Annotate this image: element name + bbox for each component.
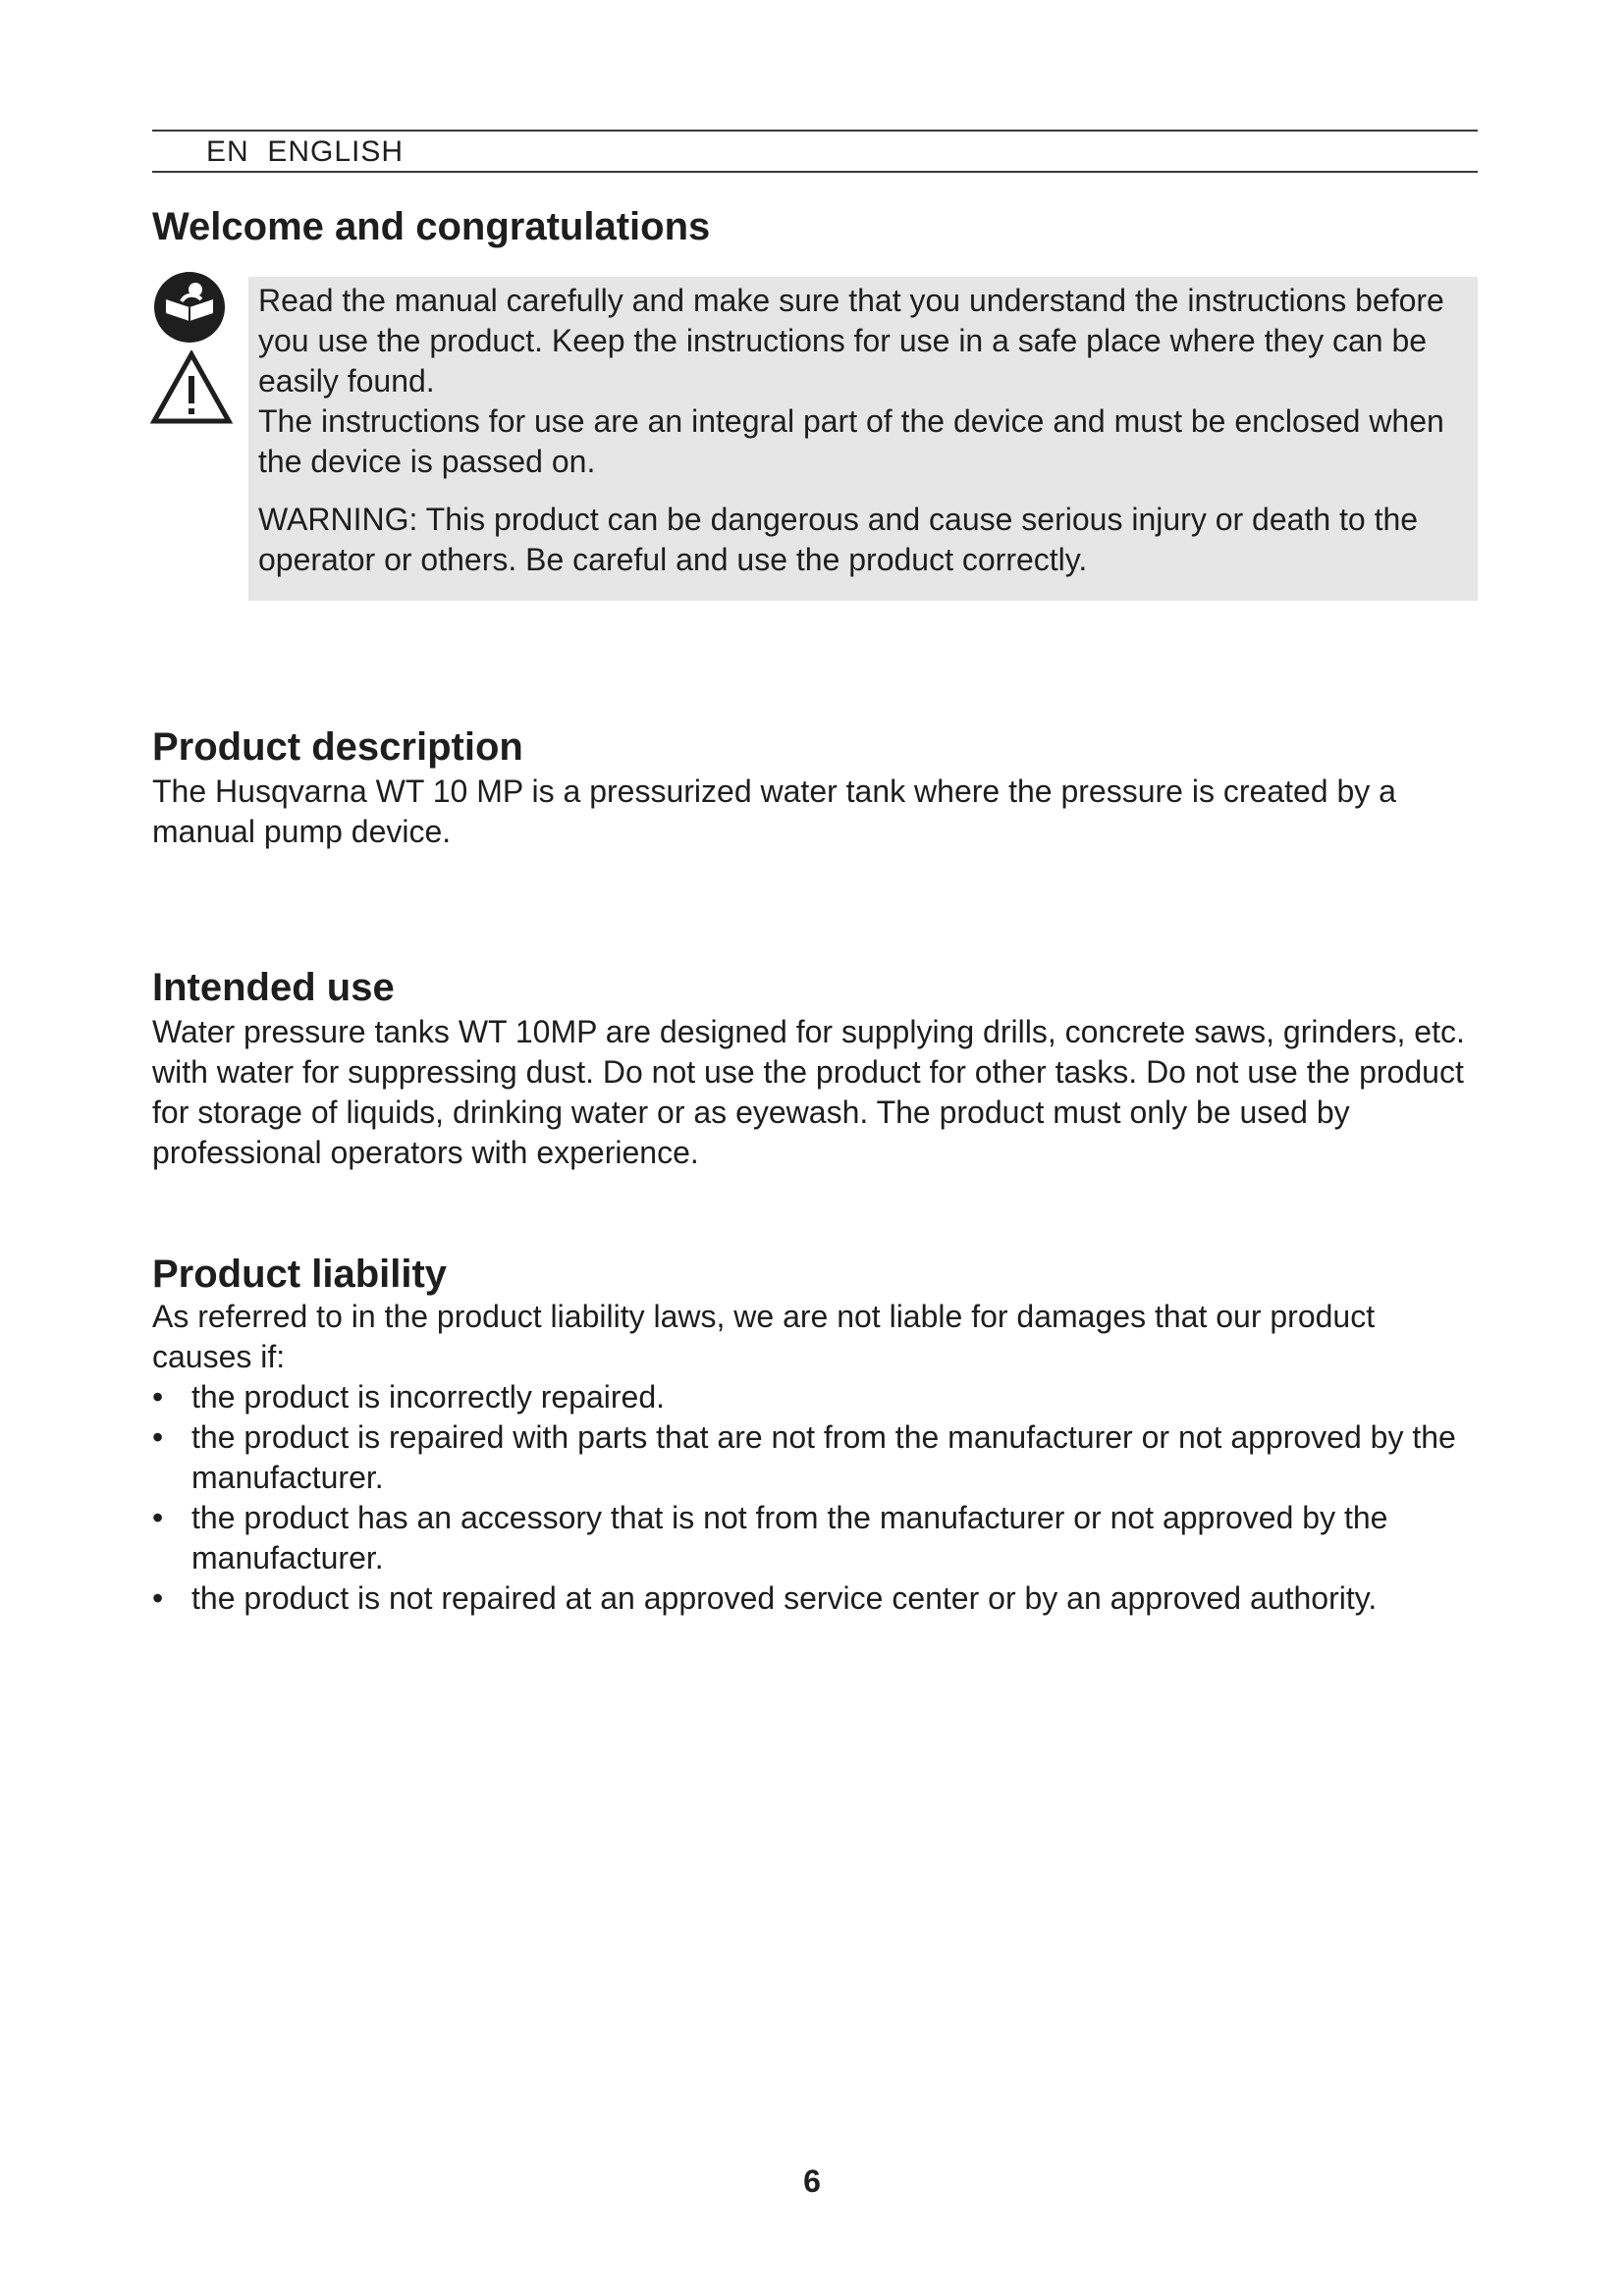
welcome-heading: Welcome and congratulations: [152, 205, 711, 248]
header-top-rule: [152, 130, 1478, 132]
language-label: [206, 135, 404, 169]
list-item-text: the product is repaired with parts that are not from the manufacturer or not approved by the manufacturer.: [191, 1419, 1456, 1495]
list-item-text: the product has an accessory that is not from the manufacturer or not approved by the manufacturer.: [191, 1500, 1388, 1575]
list-item: [152, 1377, 1478, 1417]
bullet: •: [152, 1379, 164, 1415]
notice-integral-part-text: The instructions for use are an integral part of the device and must be enclosed when the device is passed on.: [258, 403, 1444, 479]
product-description-heading: Product description: [152, 725, 523, 769]
bullet: •: [152, 1500, 164, 1535]
warning-text: WARNING: This product can be dangerous and cause serious injury or death to the operator or others. Be careful and use the product correctly.: [258, 502, 1419, 577]
page-number: 6: [803, 2163, 821, 2199]
warning-triangle-icon: [150, 350, 233, 425]
product-liability-heading: Product liability: [152, 1253, 448, 1296]
notice-read-manual-text: Read the manual carefully and make sure that you understand the instructions before you use the product. Keep the instructions for use in a safe place where they can be easily found.: [258, 283, 1444, 399]
list-item: [152, 1578, 1478, 1619]
bullet: •: [152, 1580, 164, 1616]
read-manual-icon: [152, 270, 227, 345]
language-code: EN: [206, 135, 249, 168]
liability-conditions-list: [152, 1377, 1478, 1619]
intended-use-text: Water pressure tanks WT 10MP are designed for supplying drills, concrete saws, grinders, etc. with water for suppressing dust. Do not use the product for other tasks. Do not use the product for storage of liquids, drinking water or as eyewash. The product must only be used by professional operators with experience.: [152, 1014, 1465, 1170]
product-description-text: The Husqvarna WT 10 MP is a pressurized water tank where the pressure is created by a manual pump device.: [152, 774, 1396, 849]
intended-use-heading: Intended use: [152, 966, 395, 1009]
product-liability-intro: As referred to in the product liability laws, we are not liable for damages that our product causes if:: [152, 1299, 1376, 1374]
list-item-text: the product is not repaired at an approved service center or by an approved authority.: [191, 1580, 1378, 1616]
language-name: ENGLISH: [267, 135, 405, 168]
safety-notice-box: [248, 277, 1478, 601]
list-item: [152, 1417, 1478, 1498]
list-item: [152, 1498, 1478, 1578]
header-bottom-rule: [152, 171, 1478, 173]
bullet: •: [152, 1419, 164, 1455]
list-item-text: the product is incorrectly repaired.: [191, 1379, 665, 1415]
